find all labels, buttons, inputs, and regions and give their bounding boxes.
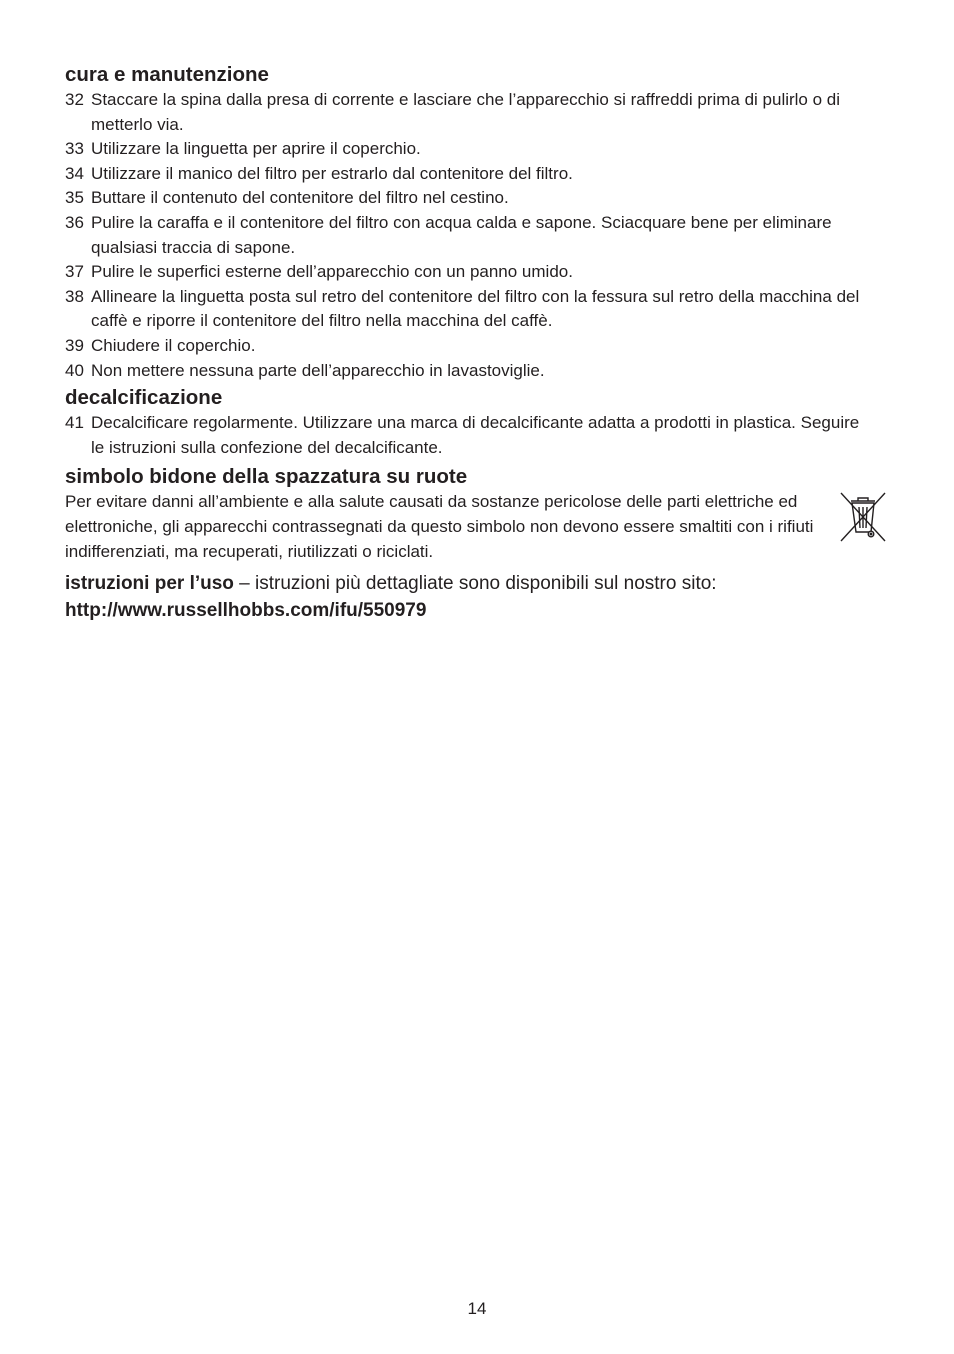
step-number: 35 — [65, 188, 84, 208]
section-title-care: cura e manutenzione — [65, 63, 269, 86]
step-number: 39 — [65, 335, 84, 355]
step-text: Non mettere nessuna parte dell’apparecchio in lavastoviglie. — [91, 360, 545, 380]
ifu-separator: – — [233, 573, 256, 595]
crossed-out-wheelie-bin-icon — [838, 490, 888, 544]
ifu-url[interactable]: http://www.russellhobbs.com/ifu/550979 — [65, 600, 427, 622]
page-number: 14 — [467, 1299, 487, 1318]
care-steps-list — [65, 88, 865, 383]
step-number: 38 — [65, 286, 84, 306]
list-item — [65, 260, 865, 285]
step-text: Pulire le superfici esterne dell’apparecchio con un panno umido. — [91, 262, 573, 282]
descaling-steps-list — [65, 411, 865, 460]
step-number: 40 — [65, 360, 84, 380]
list-item — [65, 162, 865, 187]
list-item — [65, 334, 865, 359]
list-item — [65, 211, 865, 260]
list-item — [65, 88, 865, 137]
ifu-label: istruzioni per l’uso — [65, 573, 234, 595]
section-title-descaling: decalcificazione — [65, 386, 223, 410]
step-number: 32 — [65, 90, 84, 109]
section-title-weee: simbolo bidone della spazzatura su ruote — [65, 465, 468, 489]
list-item — [65, 186, 865, 211]
step-number: 36 — [65, 212, 84, 232]
list-item — [65, 359, 865, 384]
weee-text: Per evitare danni all’ambiente e alla salute causati da sostanze pericolose delle parti elettriche ed elettroniche, gli apparecchi contrassegnati da questo simbolo non devono essere smaltiti con i rifiuti indifferenziati, ma recuperati, riutilizzati o riciclati. — [65, 492, 814, 561]
step-number: 37 — [65, 262, 84, 282]
step-text: Staccare la spina dalla presa di corrente e lasciare che l’apparecchio si raffreddi prima di pulirlo o di metterlo via. — [91, 90, 841, 134]
document-page — [65, 60, 865, 624]
list-item — [65, 411, 865, 460]
step-text: Buttare il contenuto del contenitore del filtro nel cestino. — [91, 188, 509, 208]
weee-section — [65, 490, 865, 564]
ifu-text: istruzioni più dettagliate sono disponibili sul nostro sito: — [255, 573, 717, 595]
step-text: Decalcificare regolarmente. Utilizzare una marca di decalcificante adatta a prodotti in plastica. Seguire le istruzioni sulla confezione del decalcificante. — [91, 413, 860, 457]
step-number: 41 — [65, 413, 84, 433]
step-number: 33 — [65, 139, 84, 159]
step-text: Allineare la linguetta posta sul retro del contenitore del filtro con la fessura sul retro della macchina del caffè e riporre il contenitore del filtro nella macchina del caffè. — [91, 286, 860, 331]
step-text: Pulire la caraffa e il contenitore del filtro con acqua calda e sapone. Sciacquare bene per eliminare qualsiasi traccia di sapone. — [91, 212, 832, 257]
list-item — [65, 285, 865, 334]
list-item — [65, 137, 865, 162]
ifu-line — [65, 570, 865, 597]
step-text: Chiudere il coperchio. — [91, 335, 256, 355]
step-text: Utilizzare la linguetta per aprire il coperchio. — [91, 139, 421, 159]
step-text: Utilizzare il manico del filtro per estrarlo dal contenitore del filtro. — [91, 163, 573, 183]
step-number: 34 — [65, 163, 84, 183]
